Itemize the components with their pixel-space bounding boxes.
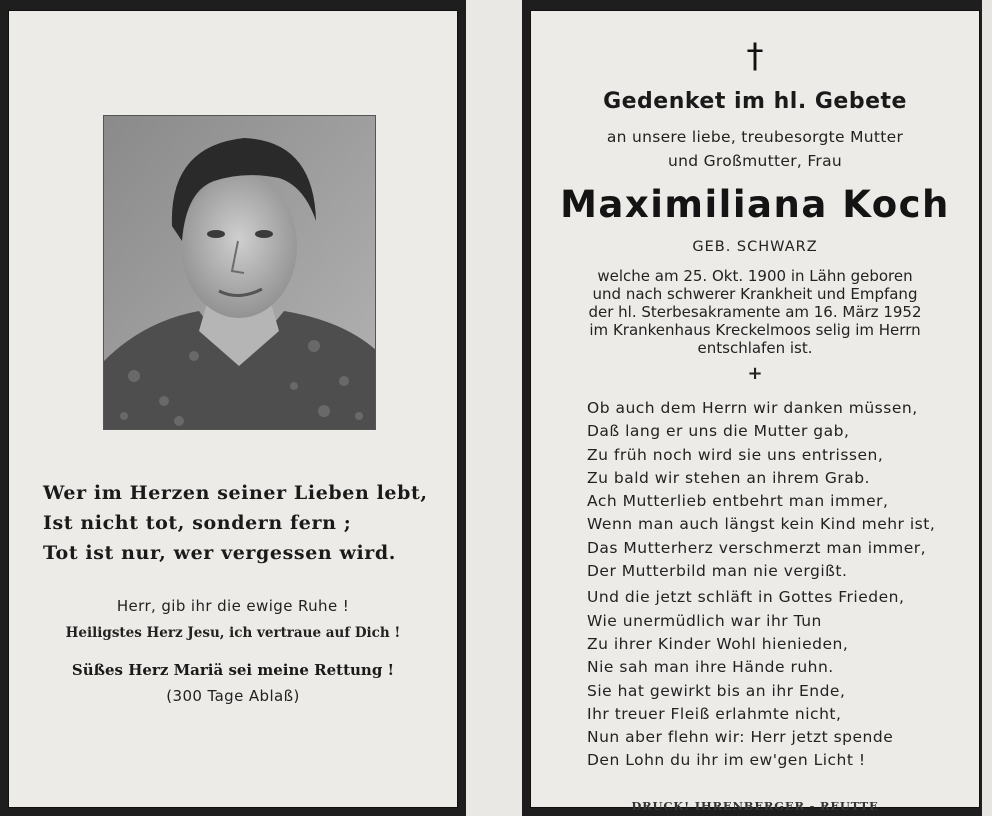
prayer-heart-of-mary: Süßes Herz Mariä sei meine Rettung ! bbox=[71, 661, 395, 679]
memorial-poem bbox=[587, 397, 971, 773]
bio-line: der hl. Sterbesakramente am 16. März 1952 bbox=[588, 303, 922, 321]
indulgence-note: (300 Tage Ablaß) bbox=[166, 687, 300, 705]
portrait-photo bbox=[103, 115, 376, 430]
poem-line: Ach Mutterlieb entbehrt man immer, bbox=[587, 492, 889, 511]
poem-stanza-1 bbox=[587, 397, 971, 583]
right-margin bbox=[982, 0, 992, 816]
poem-line: Zu ihrer Kinder Wohl hienieden, bbox=[587, 634, 849, 653]
separator-cross-icon: + bbox=[747, 363, 763, 384]
poem-line: Ihr treuer Fleiß erlahmte nicht, bbox=[587, 704, 842, 723]
poem-line: Nie sah man ihre Hände ruhn. bbox=[587, 658, 834, 677]
memorial-verse bbox=[43, 478, 457, 568]
poem-line: Und die jetzt schläft in Gottes Frieden, bbox=[587, 588, 905, 607]
poem-stanza-2 bbox=[587, 586, 971, 772]
intro-line: und Großmutter, Frau bbox=[667, 152, 843, 170]
maiden-name: GEB. SCHWARZ bbox=[692, 239, 818, 255]
verse-line: Tot ist nur, wer vergessen wird. bbox=[43, 542, 396, 564]
poem-line: Das Mutterherz verschmerzt man immer, bbox=[587, 538, 927, 557]
poem-line: Nun aber flehn wir: Herr jetzt spende bbox=[587, 728, 894, 747]
poem-line: Wie unermüdlich war ihr Tun bbox=[587, 611, 822, 630]
biography-text bbox=[531, 267, 979, 357]
intro-text bbox=[531, 125, 979, 173]
poem-line: Daß lang er uns die Mutter gab, bbox=[587, 422, 850, 441]
verse-line: Ist nicht tot, sondern fern ; bbox=[43, 512, 352, 534]
portrait-image bbox=[104, 116, 376, 430]
deceased-name: Maximiliana Koch bbox=[560, 183, 950, 226]
bio-line: im Krankenhaus Kreckelmoos selig im Herrn bbox=[589, 321, 921, 339]
poem-line: Sie hat gewirkt bis an ihr Ende, bbox=[587, 681, 846, 700]
printer-imprint: DRUCK! IHRENBERGER - REUTTE bbox=[631, 799, 879, 813]
cross-icon: † bbox=[746, 36, 764, 76]
bio-line: und nach schwerer Krankheit und Empfang bbox=[592, 285, 918, 303]
prayer-eternal-rest: Herr, gib ihr die ewige Ruhe ! bbox=[116, 597, 350, 615]
poem-line: Zu bald wir stehen an ihrem Grab. bbox=[587, 468, 870, 487]
poem-line: Ob auch dem Herrn wir danken müssen, bbox=[587, 399, 918, 417]
memorial-card-right bbox=[530, 10, 980, 813]
prayer-sacred-heart: Heiligstes Herz Jesu, ich vertraue auf Dich ! bbox=[65, 625, 401, 641]
card-heading: Gedenket im hl. Gebete bbox=[603, 89, 907, 114]
memorial-card-left bbox=[8, 10, 458, 808]
intro-line: an unsere liebe, treubesorgte Mutter bbox=[606, 128, 904, 146]
poem-line: Den Lohn du ihr im ew'gen Licht ! bbox=[587, 751, 866, 770]
poem-line: Der Mutterbild man nie vergißt. bbox=[587, 562, 848, 581]
poem-line: Zu früh noch wird sie uns entrissen, bbox=[587, 445, 884, 464]
bio-line: welche am 25. Okt. 1900 in Lähn geboren bbox=[597, 267, 913, 285]
poem-line: Wenn man auch längst kein Kind mehr ist, bbox=[587, 515, 936, 534]
verse-line: Wer im Herzen seiner Lieben lebt, bbox=[43, 482, 428, 504]
bio-line: entschlafen ist. bbox=[697, 339, 813, 357]
card-gap bbox=[466, 0, 522, 816]
